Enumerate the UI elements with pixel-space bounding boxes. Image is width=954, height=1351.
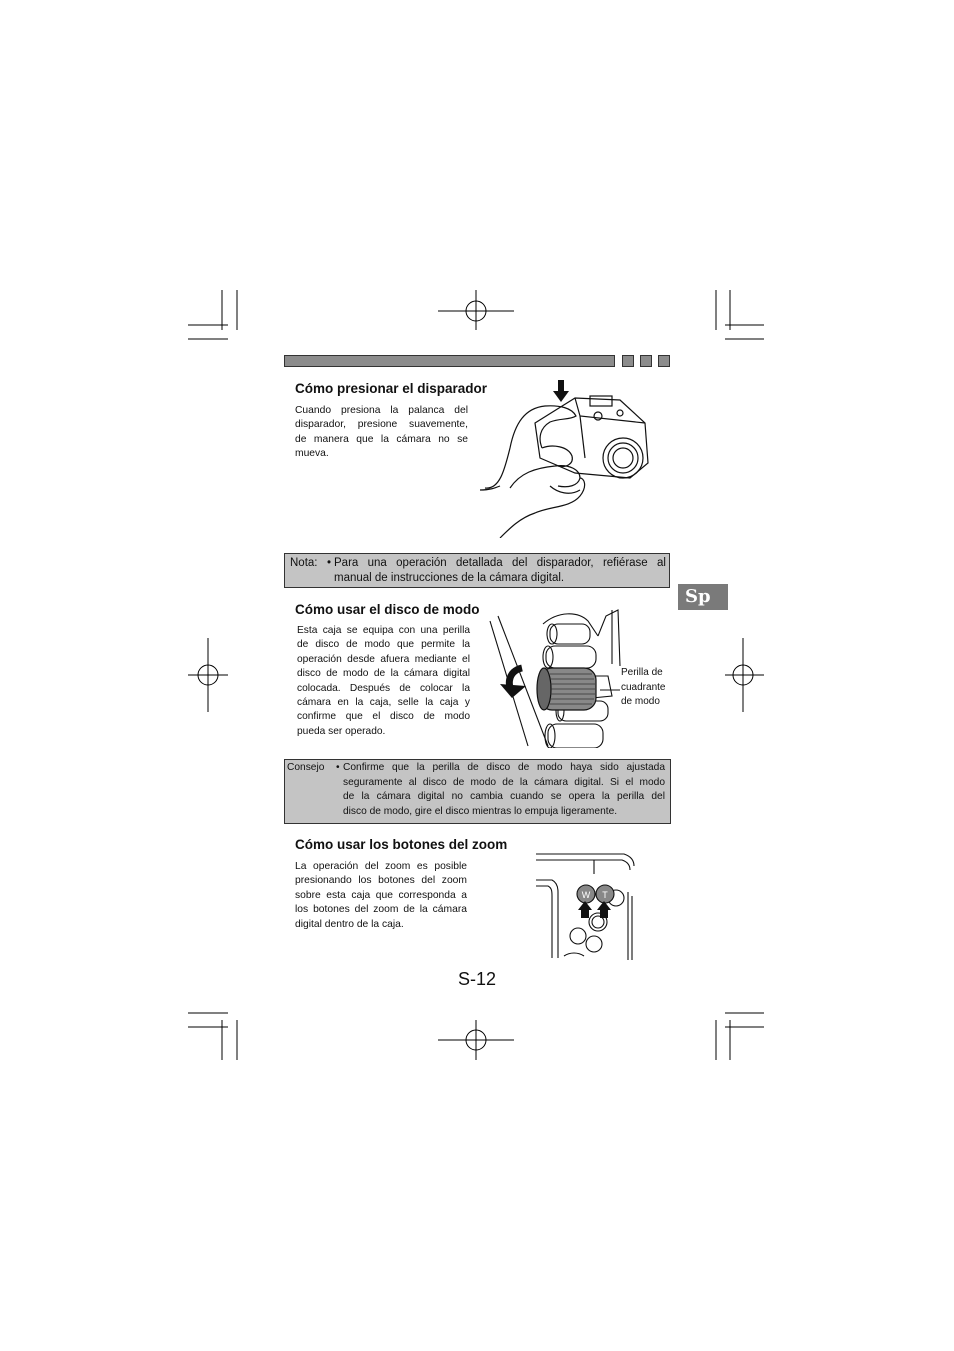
zoom-w-label: W: [581, 890, 591, 900]
language-tab: Sp: [678, 584, 728, 610]
mode-dial-illustration: [488, 606, 628, 748]
page-number: S-12: [458, 969, 497, 989]
note-label: Nota:: [290, 557, 318, 569]
note-text: Para una operación detallada del disparador, refiérase al manual de instrucciones de la cámara digital.: [334, 557, 666, 584]
note-bullet: •: [327, 557, 332, 569]
header-square: [622, 355, 634, 367]
mode-dial-body: Esta caja se equipa con una perilla de disco de modo que permite la operación desde afuera mediante el disco de modo de la cámara digital colocada. Después de colocar la cámara en la caja, selle la caja y confirme que el disco de modo pueda ser operado.: [297, 625, 470, 737]
tip-text: Confirme que la perilla de disco de modo haya sido ajustada seguramente al disco de modo de la cámara digital. Si el modo de la cámara digital no cambia cuando se opera la perilla del disco de modo, gire el disco mientras lo empuja ligeramente.: [343, 762, 665, 817]
camera-hand-illustration: [480, 378, 660, 538]
tip-bullet: •: [336, 762, 340, 773]
header-bar: [284, 355, 615, 367]
mode-dial-callout: Perilla de cuadrante de modo: [621, 667, 666, 707]
mode-dial-heading: Cómo usar el disco de modo: [295, 602, 480, 617]
shutter-body: Cuando presiona la palanca del disparador, presione suavemente, de manera que la cámara no se mueva.: [295, 405, 468, 460]
zoom-body: La operación del zoom es posible presionando los botones del zoom sobre esta caja que corresponda a los botones del zoom de la cámara digital dentro de la caja.: [295, 861, 467, 930]
tip-box: [284, 759, 671, 824]
header-square: [658, 355, 670, 367]
header-square: [640, 355, 652, 367]
tip-label: Consejo: [287, 762, 325, 773]
note-box: [284, 553, 670, 588]
shutter-heading: Cómo presionar el disparador: [295, 381, 488, 396]
zoom-t-label: T: [602, 890, 608, 900]
zoom-buttons-illustration: [534, 852, 638, 960]
zoom-heading: Cómo usar los botones del zoom: [295, 837, 508, 852]
